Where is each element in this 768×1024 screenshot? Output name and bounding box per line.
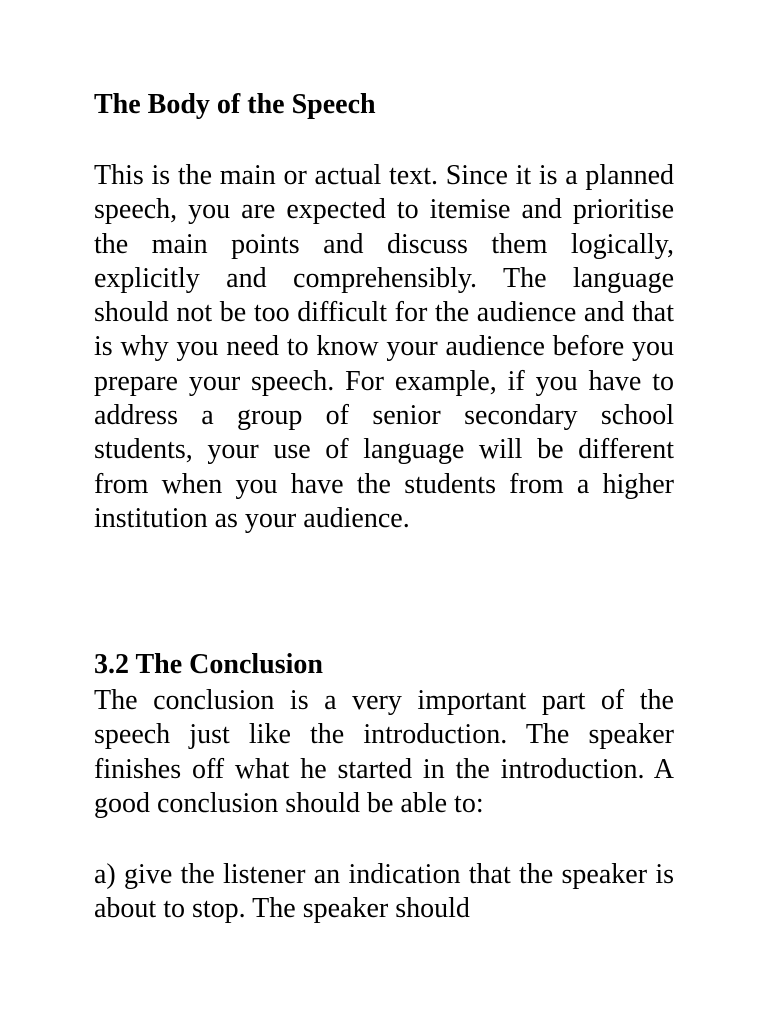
paragraph-body-of-speech: This is the main or actual text. Since it is a planned speech, you are expected to itemise and prioritise the main points and discuss them logically, explicitly and comprehensibly. The language should not be too difficult for the audience and that is why you need to know your audience before you prepare your speech. For example, if you have to address a group of senior secondary school students, your use of language will be different from when you have the students from a higher institution as your audience. bbox=[94, 160, 674, 534]
section-heading-conclusion: 3.2 The Conclusion bbox=[94, 649, 323, 680]
section-heading-body-of-speech: The Body of the Speech bbox=[94, 89, 376, 120]
list-item-a: a) give the listener an indication that the speaker is about to stop. The speaker should bbox=[94, 859, 674, 925]
paragraph-conclusion: The conclusion is a very important part of the speech just like the introduction. The speaker finishes off what he started in the introduction. A good conclusion should be able to: bbox=[94, 685, 674, 819]
